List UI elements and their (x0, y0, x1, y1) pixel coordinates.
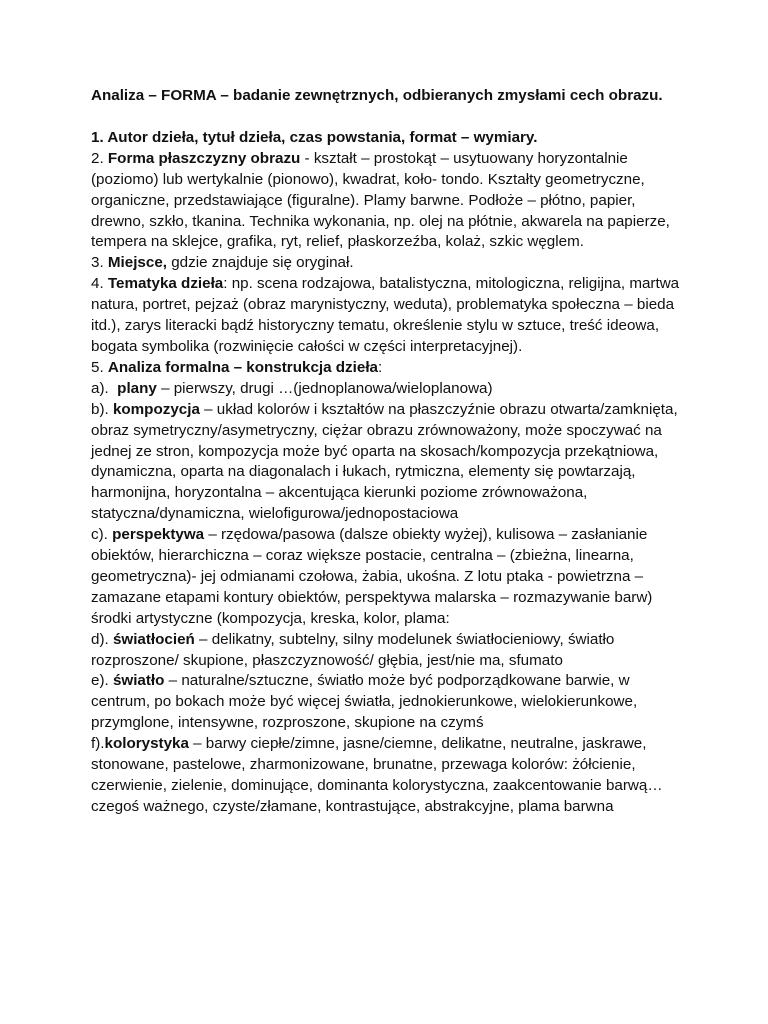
item-prefix: e). (91, 672, 113, 690)
list-item-form (91, 149, 691, 254)
list-item-formal-analysis (91, 358, 691, 379)
item-text: - kształt – prostokąt – usytuowany horyzontalnie (poziomo) lub wertykalnie (pionowo), kwadrat, koło- tondo. Kształty geometryczne, organiczne, przedstawiające (figuralne). Plamy barwne. Podłoże – płótno, papier, drewno, szkło, tkanina. Technika wykonania, np. olej na płótnie, akwarela na papierze, tempera na sklejce, grafika, ryt, relief, płaskorzeźba, kolaż, szkic węglem. (91, 149, 670, 251)
item-prefix: b). (91, 400, 113, 418)
list-item-place (91, 253, 691, 274)
item-text: – delikatny, subtelny, silny modelunek światłocieniowy, światło rozproszone/ skupione, płaszczyznowość/ głębia, jest/nie ma, sfumato (91, 630, 615, 669)
item-prefix: d). (91, 630, 113, 648)
item-prefix: 5. (91, 358, 108, 376)
item-text: – pierwszy, drugi …(jednoplanowa/wieloplanowa) (156, 379, 493, 397)
item-bold: Miejsce, (107, 254, 167, 272)
item-bold: kolorystyka (104, 735, 189, 753)
item-text: – barwy ciepłe/zimne, jasne/ciemne, delikatne, neutralne, jaskrawe, stonowane, pastelowe, zharmonizowane, brunatne, przewaga kolorów: żółcienie, czerwienie, zielenie, dominujące, dominanta kolorystyczna, zaakcentowanie barwą… czegoś ważnego, czyste/złamane, kontrastujące, abstrakcyjne, plama barwna (91, 735, 663, 815)
item-text: – naturalne/sztuczne, światło może być podporządkowane barwie, w centrum, po bokach może być więcej światła, jednokierunkowe, wielokierunkowe, przymglone, intensywne, rozproszone, skupione na czymś (91, 672, 638, 732)
list-item-perspective (91, 525, 691, 630)
item-prefix: 2. (91, 149, 108, 167)
item-prefix: f). (91, 735, 105, 753)
list-item-planes (91, 379, 691, 400)
item-text: – rzędowa/pasowa (dalsze obiekty wyżej), kulisowa – zasłanianie obiektów, hierarchiczna – coraz większe postacie, centralna – (zbieżna, linearna, geometryczna)- jej odmianami czołowa, żabia, ukośna. Z lotu ptaka - powietrzna – zamazane etapami kontury obiektów, perspektywa malarska – rozmazywanie barw) środki artystyczne (kompozycja, kreska, kolor, plama: (91, 526, 653, 627)
item-bold: plany (117, 379, 157, 397)
item-bold: 1. Autor dzieła, tytuł dzieła, czas powstania, format – wymiary. (91, 128, 538, 146)
list-item-colour (91, 734, 691, 818)
list-item-composition (91, 400, 691, 525)
item-bold: kompozycja (112, 400, 200, 418)
item-text: – układ kolorów i kształtów na płaszczyźnie obrazu otwarta/zamknięta, obraz symetryczny/asymetryczny, ciężar obrazu zrównoważony, może spoczywać na jednej ze stron, kompozycja może być oparta na skosach/kompozycja przekątniowa, dynamiczna, oparta na diagonalach i łukach, rytmiczna, elementy się powtarzają, harmonijna, horyzontalna – akcentująca kierunki poziome zrównoważona, statyczna/dynamiczna, wielofigurowa/jednopostaciowa (91, 400, 678, 523)
list-item-chiaroscuro (91, 630, 691, 672)
item-bold: Forma płaszczyzny obrazu (107, 149, 301, 167)
item-bold: Analiza formalna – konstrukcja dzieła (107, 358, 378, 376)
item-bold: światło (112, 672, 165, 690)
item-prefix: 3. (91, 254, 108, 272)
spacer (91, 107, 691, 128)
item-text: : (377, 358, 383, 376)
item-bold: perspektywa (112, 526, 205, 544)
item-prefix: c). (91, 526, 113, 544)
item-bold: Tematyka dzieła (107, 275, 224, 293)
item-text: gdzie znajduje się oryginał. (167, 254, 354, 272)
document-title: Analiza – FORMA – badanie zewnętrznych, odbieranych zmysłami cech obrazu. (91, 87, 663, 104)
list-item-theme (91, 274, 691, 358)
item-prefix: a). (91, 379, 118, 397)
list-item-author (91, 128, 691, 149)
document-page (91, 86, 691, 818)
item-text: : np. scena rodzajowa, batalistyczna, mitologiczna, religijna, martwa natura, portret, pejzaż (obraz marynistyczny, weduta), problematyka społeczna – bieda itd.), zarys literacki bądź historyczny tematu, określenie stylu w sztuce, treść ideowa, bogata symbolika (rozwinięcie całości w części interpretacyjnej). (91, 275, 680, 355)
list-item-light (91, 671, 691, 734)
item-prefix: 4. (91, 275, 108, 293)
item-bold: światłocień (112, 630, 195, 648)
